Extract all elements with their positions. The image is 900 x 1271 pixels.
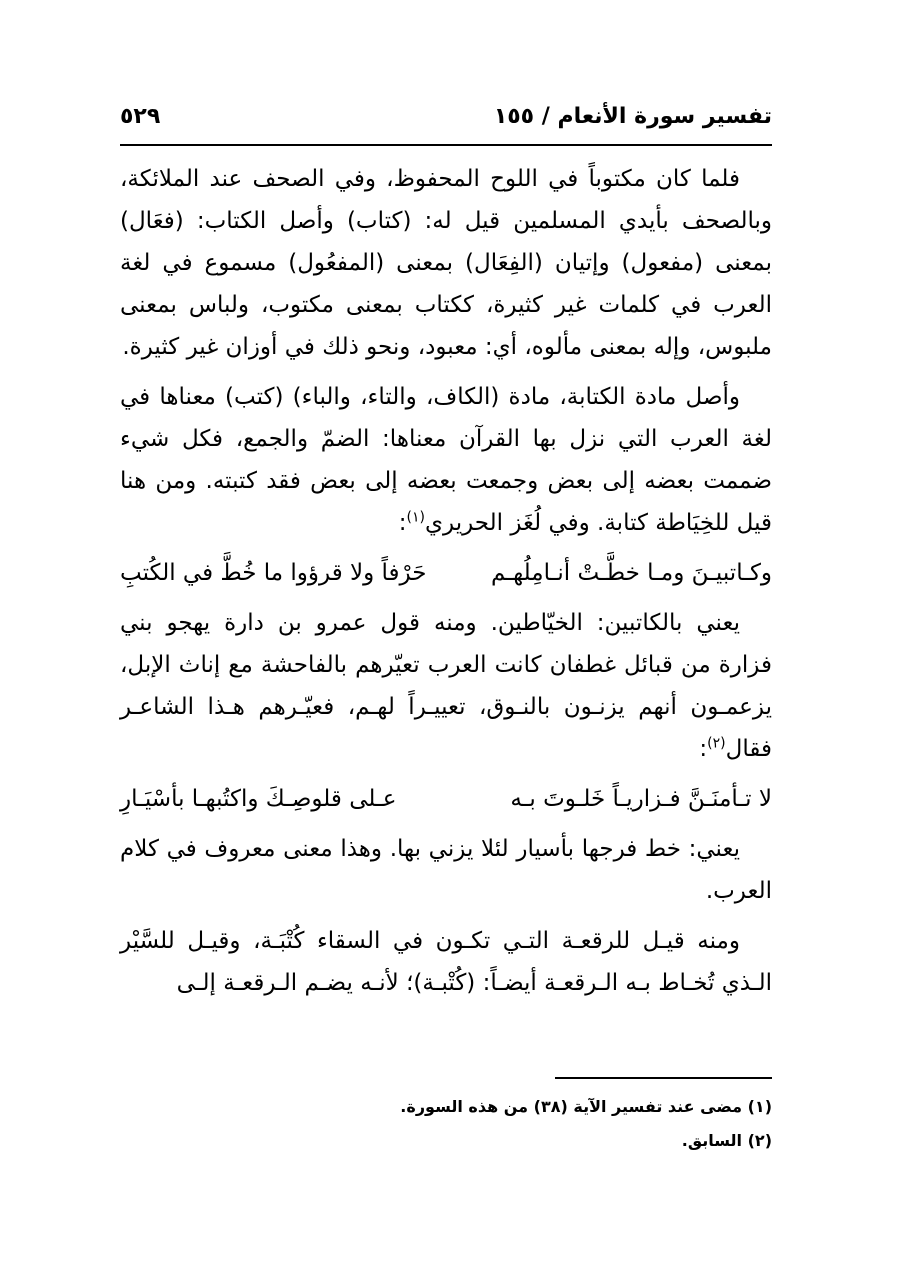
paragraph-3-end: :	[699, 736, 708, 762]
running-title: تفسير سورة الأنعام / ١٥٥	[493, 104, 772, 129]
paragraph-1: فلما كان مكتوباً في اللوح المحفوظ، وفي الصحف عند الملائكة، وبالصحف بأيدي المسلمين قيل له: (كتاب) وأصل الكتاب: (فعَال) بمعنى (مفعول) وإتيان (الفِعَال) بمعنى (المفعُول) مسموع في لغة العرب في كلمات غير كثيرة، ككتاب بمعنى مكتوب، ولباس بمعنى ملبوس، وإله بمعنى مألوه، أي: معبود، ونحو ذلك في أوزان غير كثيرة.	[120, 166, 772, 360]
paragraph-2	[120, 376, 772, 544]
footnote-2: (٢) السابق.	[681, 1131, 772, 1150]
verse-1-first-hemistich: وكـاتبيـنَ ومـا خطَّـتْ أنـامِلُهـم	[491, 560, 772, 586]
footnote-ref-1[interactable]: (١)	[406, 509, 425, 526]
verse-1	[120, 552, 772, 594]
footnote-separator	[555, 1077, 772, 1079]
page-header	[120, 104, 772, 144]
page-body	[120, 158, 772, 1012]
page-number: ٥٢٩	[120, 104, 161, 129]
paragraph-2-end: :	[398, 510, 407, 536]
paragraph-5: ومنه قيـل للرقعـة التـي تكـون في السقاء كُتْبَـة، وقيـل للسَّيْر الـذي تُخـاط بـه الـرقعـة أيضـاً: (كُتْبـة)؛ لأنـه يضـم الـرقعـة إلـى	[120, 928, 772, 996]
footnotes	[120, 1090, 772, 1158]
verse-2-second-hemistich: عـلى قلوصِـكَ واكتُبهـا بأسْيَـارِ	[120, 786, 397, 812]
footnote-1: (١) مضى عند تفسير الآية (٣٨) من هذه السورة.	[400, 1097, 772, 1116]
header-rule	[120, 144, 772, 146]
paragraph-3-text: يعني بالكاتبين: الخيّاطين. ومنه قول عمرو بن دارة يهجو بني فزارة من قبائل غطفان كانت العرب تعيّرهم بالفاحشة مع إناث الإبل، يزعمـون أنهم يزنـون بالنـوق، تعييـراً لهـم، فعيّـرهم هـذا الشاعـر فقال	[120, 610, 772, 762]
paragraph-3	[120, 602, 772, 770]
footnote-ref-2[interactable]: (٢)	[707, 735, 726, 752]
verse-2	[120, 778, 772, 820]
verse-1-second-hemistich: حَرْفاً ولا قرؤوا ما خُطَّ في الكُتبِ	[120, 560, 427, 586]
verse-2-first-hemistich: لا تـأمنَـنَّ فـزاريـاً خَلـوتَ بـه	[510, 786, 772, 812]
paragraph-2-text: وأصل مادة الكتابة، مادة (الكاف، والتاء، والباء) (كتب) معناها في لغة العرب التي نزل بها القرآن معناها: الضمّ والجمع، فكل شيء ضممت بعضه إلى بعض وجمعت بعضه إلى بعض فقد كتبته. ومن هنا قيل للخِيَاطة كتابة. وفي لُغَز الحريري	[120, 384, 772, 536]
paragraph-4: يعني: خط فرجها بأسيار لئلا يزني بها. وهذا معنى معروف في كلام العرب.	[120, 836, 772, 904]
